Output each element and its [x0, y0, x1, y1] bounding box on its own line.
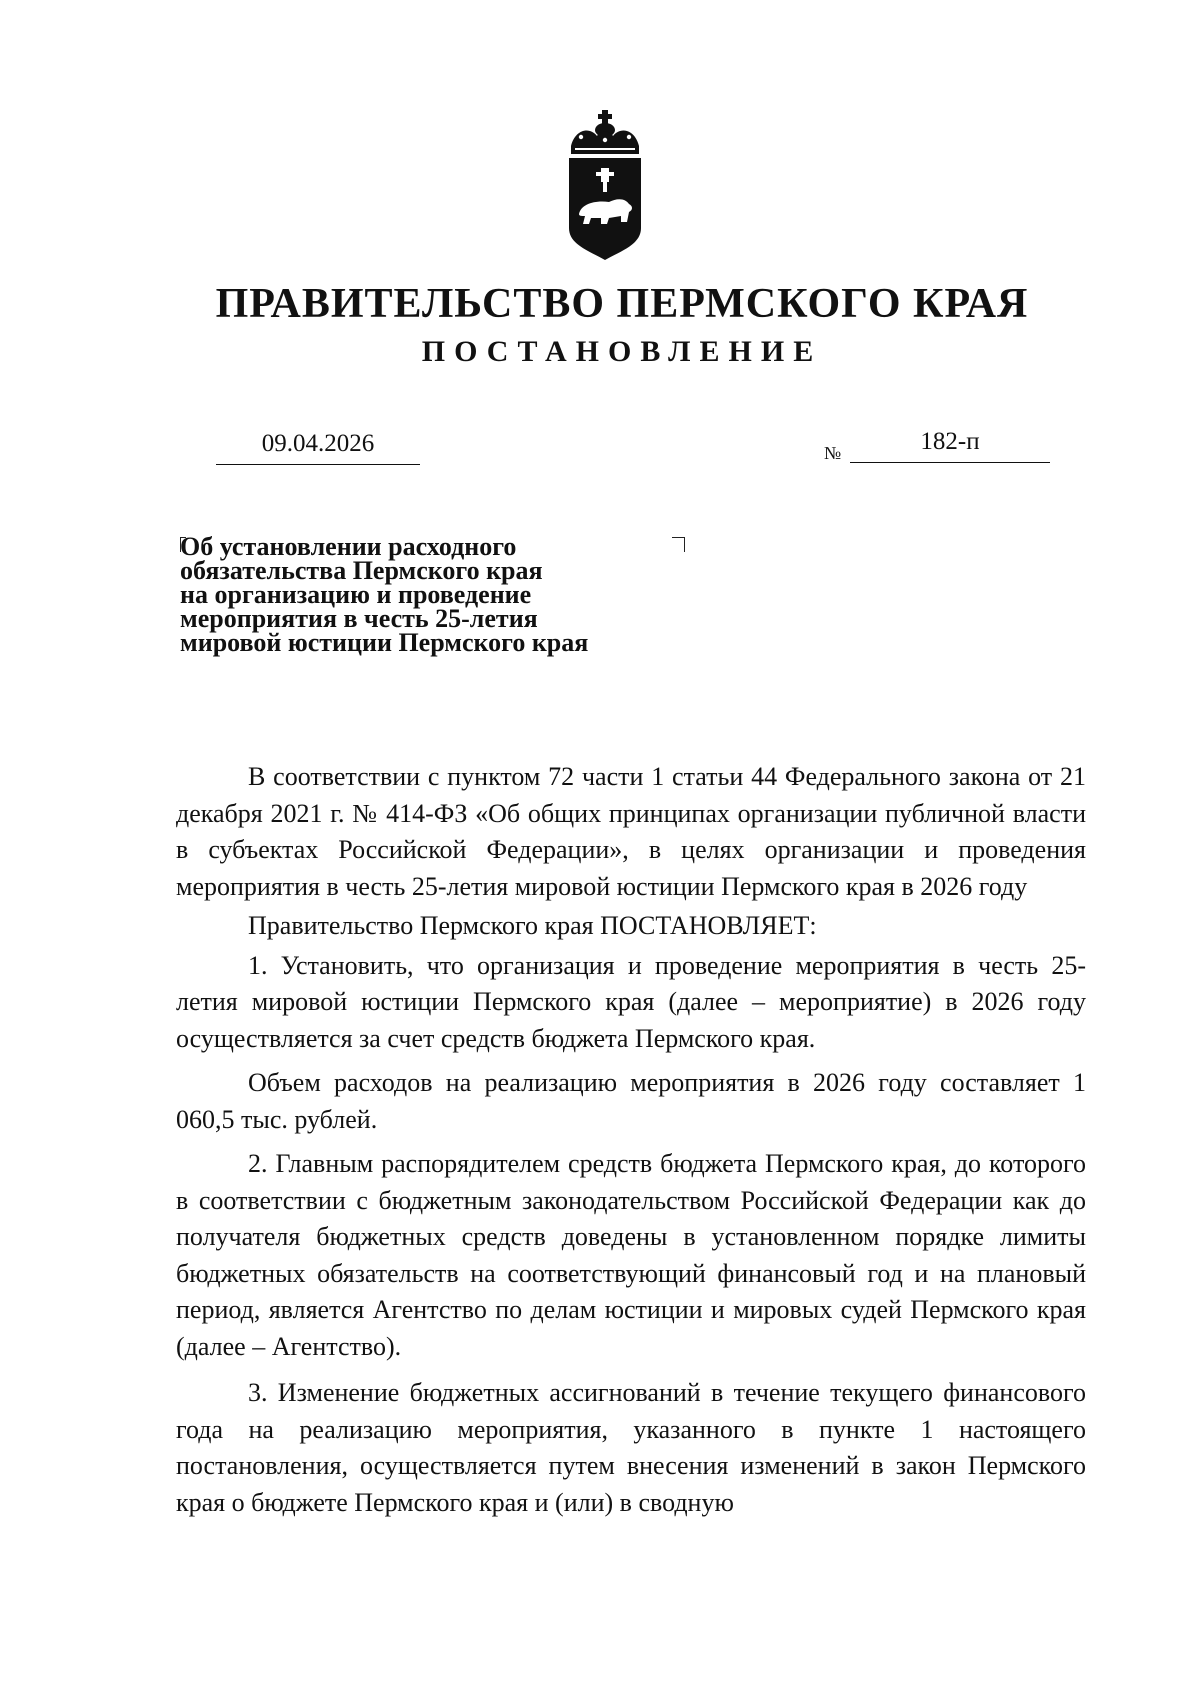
body-paragraph: 2. Главным распорядителем средств бюджета Пермского края, до которого в соответствии с бюджетным законодательством Российской Федерации как до получателя бюджетных средств доведены в установленном порядке лимиты бюджетных обязательств на соответствующий финансовый год и на плановый период, является Агентство по делам юстиции и мировых судей Пермского края (далее – Агентство).	[176, 1149, 1086, 1361]
subject-line: Об установлении расходного	[180, 532, 517, 561]
subject-line: обязательства Пермского края	[180, 556, 543, 585]
subject-line: мероприятия в честь 25-летия	[180, 604, 538, 633]
document-type-heading: ПОСТАНОВЛЕНИЕ	[421, 335, 823, 368]
body-paragraph: В соответствии с пунктом 72 части 1 статьи 44 Федерального закона от 21 декабря 2021 г. № 414-ФЗ «Об общих принципах организации публичной власти в субъектах Российской Федерации», в целях организации и проведения мероприятия в честь 25-летия мировой юстиции Пермского края в 2026 году	[176, 762, 1086, 901]
subject-line: на организацию и проведение	[180, 580, 532, 609]
body-paragraph: 1. Установить, что организация и проведение мероприятия в честь 25-летия мировой юстиции Пермского края (далее – мероприятие) в 2026 году осуществляется за счет средств бюджета Пермского края.	[176, 950, 1086, 1053]
number-sign: №	[824, 443, 842, 463]
subject-line: мировой юстиции Пермского края	[180, 628, 589, 657]
body-paragraph: 3. Изменение бюджетных ассигнований в течение текущего финансового года на реализацию мероприятия, указанного в пункте 1 настоящего постановления, осуществляется путем внесения изменений в закон Пермского края о бюджете Пермского края и (или) в сводную	[176, 1378, 1086, 1517]
organization-title: ПРАВИТЕЛЬСТВО ПЕРМСКОГО КРАЯ	[215, 281, 1029, 327]
body-paragraph: Правительство Пермского края ПОСТАНОВЛЯЕТ:	[248, 911, 817, 940]
document-body	[176, 759, 1086, 1521]
document-subject	[180, 532, 720, 657]
perm-krai-coat-of-arms-icon	[565, 110, 645, 262]
document-number: 182-п	[850, 422, 1050, 463]
document-date: 09.04.2026	[216, 424, 420, 465]
body-paragraph: Объем расходов на реализацию мероприятия в 2026 году составляет 1 060,5 тыс. рублей.	[176, 1068, 1086, 1134]
